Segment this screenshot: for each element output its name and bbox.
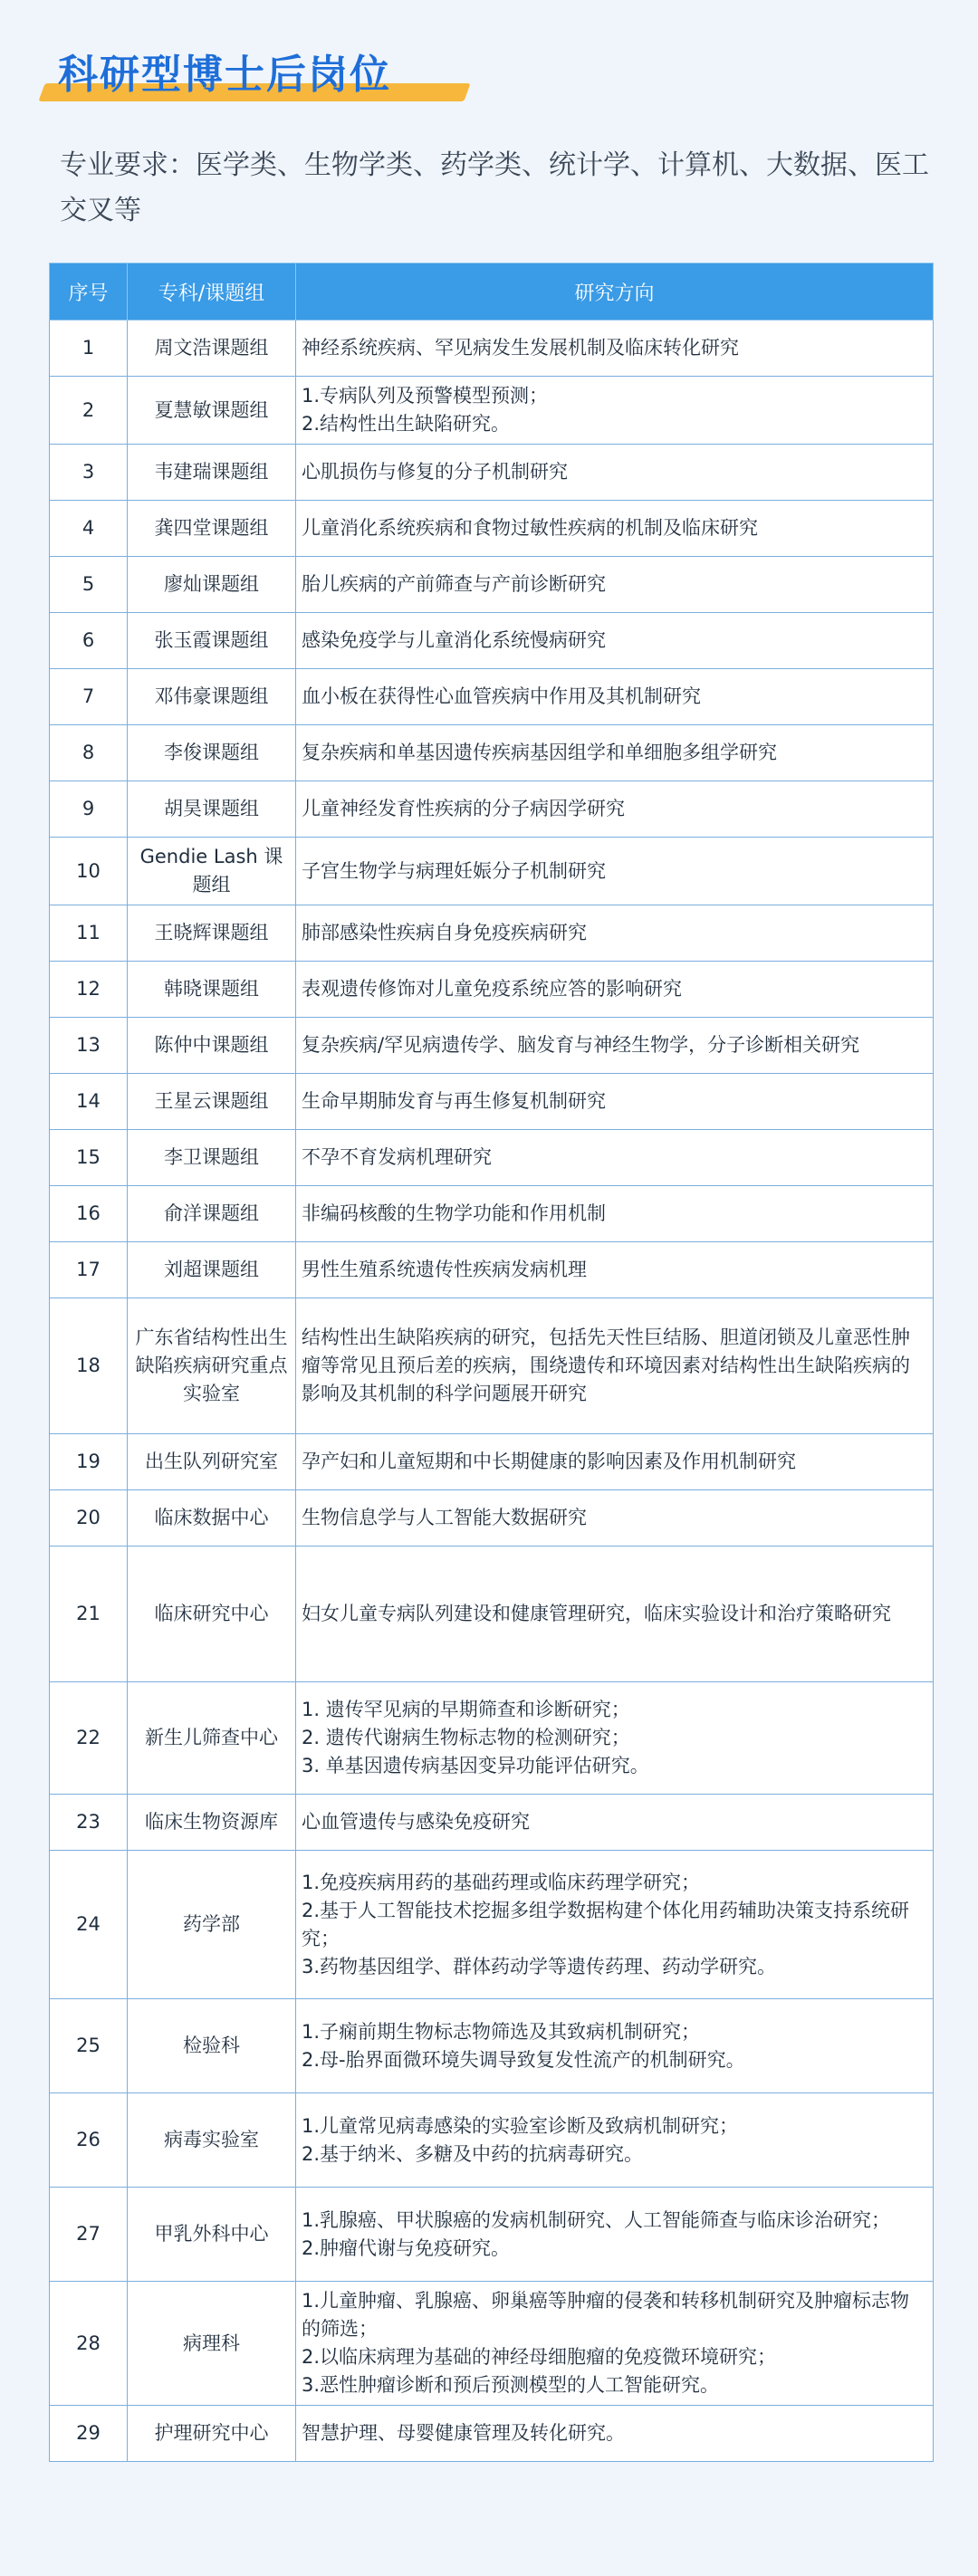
row-group: 护理研究中心 <box>128 2406 296 2462</box>
row-group: 出生队列研究室 <box>128 1434 296 1490</box>
table-row <box>50 2093 934 2188</box>
row-number: 13 <box>50 1018 128 1074</box>
direction-line: 3.恶性肿瘤诊断和预后预测模型的人工智能研究。 <box>302 2374 720 2396</box>
row-number: 14 <box>50 1074 128 1130</box>
row-group: 广东省结构性出生缺陷疾病研究重点实验室 <box>128 1298 296 1434</box>
row-number: 23 <box>50 1795 128 1851</box>
row-group: 李卫课题组 <box>128 1130 296 1186</box>
direction-line: 复杂疾病和单基因遗传疾病基因组学和单细胞多组学研究 <box>302 742 777 763</box>
row-group: 夏慧敏课题组 <box>128 377 296 445</box>
row-number: 22 <box>50 1682 128 1795</box>
direction-line: 心血管遗传与感染免疫研究 <box>302 1811 530 1833</box>
direction-line: 儿童消化系统疾病和食物过敏性疾病的机制及临床研究 <box>302 517 758 539</box>
direction-line: 神经系统疾病、罕见病发生发展机制及临床转化研究 <box>302 337 739 359</box>
row-number: 7 <box>50 669 128 725</box>
row-group: 病理科 <box>128 2282 296 2406</box>
direction-line: 1.专病队列及预警模型预测； <box>302 385 549 407</box>
table-body <box>50 321 934 2462</box>
table-row <box>50 1795 934 1851</box>
table-row <box>50 669 934 725</box>
page-title: 科研型博士后岗位 <box>58 52 391 98</box>
direction-line: 生命早期肺发育与再生修复机制研究 <box>302 1090 606 1112</box>
row-number: 29 <box>50 2406 128 2462</box>
table-row <box>50 1186 934 1242</box>
row-group: 王星云课题组 <box>128 1074 296 1130</box>
row-number: 25 <box>50 1999 128 2093</box>
direction-line: 1.免疫疾病用药的基础药理或临床药理学研究； <box>302 1871 701 1893</box>
row-direction <box>296 1130 934 1186</box>
row-direction <box>296 1242 934 1298</box>
direction-line: 3. 单基因遗传病基因变异功能评估研究。 <box>302 1755 649 1776</box>
header-no: 序号 <box>50 263 128 321</box>
row-number: 9 <box>50 781 128 838</box>
row-number: 26 <box>50 2093 128 2188</box>
table-row <box>50 557 934 613</box>
row-direction <box>296 781 934 838</box>
row-direction <box>296 2188 934 2282</box>
row-number: 3 <box>50 445 128 501</box>
row-direction <box>296 1074 934 1130</box>
direction-line: 智慧护理、母婴健康管理及转化研究。 <box>302 2422 625 2444</box>
table-row <box>50 781 934 838</box>
row-group: 甲乳外科中心 <box>128 2188 296 2282</box>
direction-line: 子宫生物学与病理妊娠分子机制研究 <box>302 859 606 882</box>
table-row <box>50 1999 934 2093</box>
direction-line: 2.以临床病理为基础的神经母细胞瘤的免疫微环境研究； <box>302 2346 777 2368</box>
table-row <box>50 1074 934 1130</box>
row-number: 10 <box>50 838 128 905</box>
row-number: 4 <box>50 501 128 557</box>
direction-line: 儿童神经发育性疾病的分子病因学研究 <box>302 798 625 819</box>
row-direction <box>296 1490 934 1547</box>
row-direction <box>296 838 934 905</box>
direction-line: 1. 遗传罕见病的早期筛查和诊断研究； <box>302 1699 630 1720</box>
direction-line: 血小板在获得性心血管疾病中作用及其机制研究 <box>302 685 701 707</box>
row-number: 1 <box>50 321 128 377</box>
row-direction <box>296 962 934 1018</box>
table-row <box>50 377 934 445</box>
table-row <box>50 321 934 377</box>
table-row <box>50 962 934 1018</box>
table-row <box>50 2282 934 2406</box>
table-row <box>50 1547 934 1682</box>
direction-line: 不孕不育发病机理研究 <box>302 1146 492 1168</box>
row-number: 28 <box>50 2282 128 2406</box>
table-row <box>50 838 934 905</box>
direction-line: 肺部感染性疾病自身免疫疾病研究 <box>302 922 587 943</box>
table-row <box>50 1298 934 1434</box>
row-group: 检验科 <box>128 1999 296 2093</box>
direction-line: 生物信息学与人工智能大数据研究 <box>302 1507 587 1528</box>
table-row <box>50 2188 934 2282</box>
table-row <box>50 1851 934 1999</box>
table-row <box>50 445 934 501</box>
row-group: 刘超课题组 <box>128 1242 296 1298</box>
row-number: 2 <box>50 377 128 445</box>
direction-line: 1.儿童常见病毒感染的实验室诊断及致病机制研究； <box>302 2114 739 2137</box>
row-group: 李俊课题组 <box>128 725 296 781</box>
title-block <box>42 36 476 109</box>
row-number: 16 <box>50 1186 128 1242</box>
row-number: 5 <box>50 557 128 613</box>
header-group: 专科/课题组 <box>128 263 296 321</box>
row-direction <box>296 321 934 377</box>
row-group: 陈仲中课题组 <box>128 1018 296 1074</box>
direction-line: 1.儿童肿瘤、乳腺癌、卵巢癌等肿瘤的侵袭和转移机制研究及肿瘤标志物的筛选； <box>302 2290 910 2340</box>
direction-line: 结构性出生缺陷疾病的研究，包括先天性巨结肠、胆道闭锁及儿童恶性肿瘤等常见且预后差的疾病，围绕遗传和环境因素对结构性出生缺陷疾病的影响及其机制的科学问题展开研究 <box>302 1326 910 1404</box>
table-row <box>50 905 934 962</box>
table-row <box>50 1130 934 1186</box>
direction-line: 1.乳腺癌、甲状腺癌的发病机制研究、人工智能筛查与临床诊治研究； <box>302 2208 891 2231</box>
row-direction <box>296 1434 934 1490</box>
row-direction <box>296 2282 934 2406</box>
row-direction <box>296 1999 934 2093</box>
row-number: 24 <box>50 1851 128 1999</box>
row-number: 18 <box>50 1298 128 1434</box>
row-number: 8 <box>50 725 128 781</box>
table-row <box>50 613 934 669</box>
row-direction <box>296 2406 934 2462</box>
positions-table <box>49 263 934 2462</box>
row-number: 12 <box>50 962 128 1018</box>
direction-line: 2.基于纳米、多糖及中药的抗病毒研究。 <box>302 2142 644 2165</box>
row-group: 临床数据中心 <box>128 1490 296 1547</box>
direction-line: 2. 遗传代谢病生物标志物的检测研究； <box>302 1727 630 1748</box>
row-direction <box>296 725 934 781</box>
row-direction <box>296 445 934 501</box>
row-number: 15 <box>50 1130 128 1186</box>
row-direction <box>296 1186 934 1242</box>
row-direction <box>296 669 934 725</box>
table-row <box>50 501 934 557</box>
direction-line: 1.子痫前期生物标志物筛选及其致病机制研究； <box>302 2020 701 2043</box>
table-row <box>50 1682 934 1795</box>
row-group: 邓伟豪课题组 <box>128 669 296 725</box>
row-number: 6 <box>50 613 128 669</box>
row-group: 廖灿课题组 <box>128 557 296 613</box>
row-number: 21 <box>50 1547 128 1682</box>
row-group: 俞洋课题组 <box>128 1186 296 1242</box>
row-group: 新生儿筛查中心 <box>128 1682 296 1795</box>
row-direction <box>296 1682 934 1795</box>
row-number: 17 <box>50 1242 128 1298</box>
row-group: 龚四堂课题组 <box>128 501 296 557</box>
row-direction <box>296 1298 934 1434</box>
table-row <box>50 1490 934 1547</box>
row-group: 药学部 <box>128 1851 296 1999</box>
row-direction <box>296 557 934 613</box>
direction-line: 感染免疫学与儿童消化系统慢病研究 <box>302 629 606 651</box>
row-group: 临床研究中心 <box>128 1547 296 1682</box>
direction-line: 男性生殖系统遗传性疾病发病机理 <box>302 1259 587 1280</box>
row-direction <box>296 501 934 557</box>
row-number: 20 <box>50 1490 128 1547</box>
direction-line: 妇女儿童专病队列建设和健康管理研究，临床实验设计和治疗策略研究 <box>302 1603 891 1624</box>
row-direction <box>296 2093 934 2188</box>
direction-line: 2.结构性出生缺陷研究。 <box>302 413 511 435</box>
row-direction <box>296 905 934 962</box>
direction-line: 3.药物基因组学、群体药动学等遗传药理、药动学研究。 <box>302 1955 777 1977</box>
row-direction <box>296 1851 934 1999</box>
direction-line: 2.基于人工智能技术挖掘多组学数据构建个体化用药辅助决策支持系统研究； <box>302 1899 910 1949</box>
direction-line: 心肌损伤与修复的分子机制研究 <box>302 461 568 483</box>
direction-line: 胎儿疾病的产前筛查与产前诊断研究 <box>302 573 606 595</box>
row-number: 11 <box>50 905 128 962</box>
row-group: 韦建瑞课题组 <box>128 445 296 501</box>
direction-line: 表观遗传修饰对儿童免疫系统应答的影响研究 <box>302 978 682 1000</box>
row-group: 张玉霞课题组 <box>128 613 296 669</box>
row-direction <box>296 1795 934 1851</box>
header-direction: 研究方向 <box>296 263 934 321</box>
row-direction <box>296 1547 934 1682</box>
row-group: 周文浩课题组 <box>128 321 296 377</box>
direction-line: 孕产妇和儿童短期和中长期健康的影响因素及作用机制研究 <box>302 1451 796 1472</box>
table-row <box>50 1018 934 1074</box>
row-group: 临床生物资源库 <box>128 1795 296 1851</box>
row-number: 27 <box>50 2188 128 2282</box>
table-row <box>50 1242 934 1298</box>
table-row <box>50 1434 934 1490</box>
row-group: Gendie Lash 课题组 <box>128 838 296 905</box>
direction-line: 复杂疾病/罕见病遗传学、脑发育与神经生物学，分子诊断相关研究 <box>302 1034 860 1056</box>
direction-line: 2.肿瘤代谢与免疫研究。 <box>302 2236 511 2259</box>
direction-line: 2.母-胎界面微环境失调导致复发性流产的机制研究。 <box>302 2048 745 2071</box>
row-group: 韩晓课题组 <box>128 962 296 1018</box>
row-direction <box>296 1018 934 1074</box>
row-direction <box>296 377 934 445</box>
row-group: 王晓辉课题组 <box>128 905 296 962</box>
table-row <box>50 2406 934 2462</box>
table-header-row <box>50 263 934 321</box>
row-number: 19 <box>50 1434 128 1490</box>
row-direction <box>296 613 934 669</box>
table-row <box>50 725 934 781</box>
row-group: 病毒实验室 <box>128 2093 296 2188</box>
major-requirement: 专业要求：医学类、生物学类、药学类、统计学、计算机、大数据、医工交叉等 <box>60 149 929 226</box>
direction-line: 非编码核酸的生物学功能和作用机制 <box>302 1202 606 1224</box>
row-group: 胡昊课题组 <box>128 781 296 838</box>
